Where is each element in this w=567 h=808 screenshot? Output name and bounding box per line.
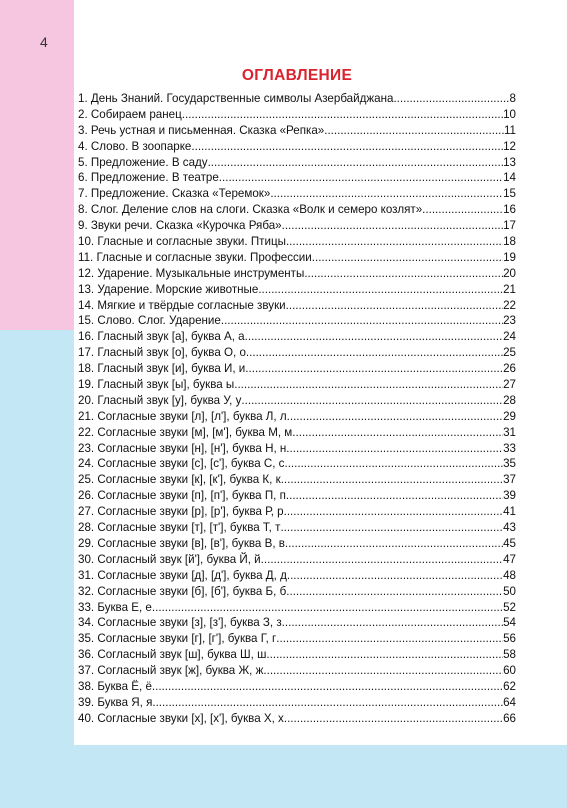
toc-entry	[78, 107, 516, 123]
toc-entry	[78, 234, 516, 250]
toc-entry-title: 1. День Знаний. Государственные символы Азербайджана	[78, 92, 394, 105]
page-number: 4	[40, 34, 48, 50]
toc-entry-title: 38. Буква Ё, ё	[78, 679, 152, 693]
toc-entry	[78, 298, 516, 314]
toc-entry	[78, 250, 516, 266]
toc-entry	[78, 393, 516, 409]
toc-entry-title: 33. Буква Е, е	[78, 600, 152, 614]
toc-entry-title: 28. Согласные звуки [т], [т'], буква Т, т	[78, 521, 281, 535]
toc-entry-title: 37. Согласный звук [ж], буква Ж, ж	[78, 664, 264, 678]
toc-entry-page: 28	[503, 393, 516, 407]
toc-entry-title: 20. Гласный звук [у], буква У, у	[78, 393, 242, 407]
toc-entry	[78, 139, 516, 155]
toc-entry-page: 43	[503, 521, 516, 535]
toc-entry-page: 22	[503, 298, 516, 312]
toc-entry-title: 23. Согласные звуки [н], [н'], буква Н, н	[78, 441, 287, 455]
toc-dot-leader	[246, 345, 503, 361]
toc-dot-leader	[282, 615, 503, 631]
toc-entry-page: 13	[503, 155, 516, 169]
toc-dot-leader	[152, 695, 503, 711]
toc-dot-leader	[292, 425, 503, 441]
toc-entry	[78, 584, 516, 600]
toc-entry-page: 25	[503, 346, 516, 360]
toc-entry-page: 16	[503, 203, 516, 217]
toc-entry-page: 27	[503, 378, 516, 392]
toc-entry-title: 35. Согласные звуки [г], [г'], буква Г, г	[78, 632, 277, 646]
toc-dot-leader	[284, 711, 503, 727]
toc-entry-page: 11	[503, 123, 516, 137]
toc-entry	[78, 282, 516, 298]
toc-entry-title: 18. Гласный звук [и], буква И, и	[78, 362, 246, 376]
toc-entry	[78, 186, 516, 202]
toc-entry-page: 15	[503, 187, 516, 201]
toc-dot-leader	[286, 298, 503, 314]
toc-entry	[78, 536, 516, 552]
toc-dot-leader	[182, 107, 503, 123]
toc-entry-title: 12. Ударение. Музыкальные инструменты	[78, 266, 305, 280]
toc-entry-page: 29	[503, 409, 516, 423]
toc-dot-leader	[286, 441, 503, 457]
toc-dot-leader	[393, 91, 509, 107]
toc-entry-title: 39. Буква Я, я	[78, 695, 153, 709]
toc-entry-title: 29. Согласные звуки [в], [в'], буква В, в	[78, 536, 285, 550]
toc-entry	[78, 170, 516, 186]
toc-entry-title: 2. Собираем ранец	[78, 107, 182, 121]
toc-entry-page: 10	[503, 107, 516, 121]
toc-entry	[78, 425, 516, 441]
toc-entry	[78, 711, 516, 727]
toc-dot-leader	[287, 409, 503, 425]
toc-entry-title: 17. Гласный звук [о], буква О, о	[78, 346, 246, 360]
toc-entry	[78, 631, 516, 647]
toc-dot-leader	[219, 170, 503, 186]
toc-entry	[78, 568, 516, 584]
toc-entry-page: 23	[503, 314, 516, 328]
toc-entry	[78, 472, 516, 488]
toc-entry-page: 24	[503, 330, 516, 344]
toc-dot-leader	[287, 568, 503, 584]
toc-entry-page: 21	[503, 282, 516, 296]
toc-entry-page: 17	[503, 219, 516, 233]
toc-entry-page: 26	[503, 362, 516, 376]
toc-dot-leader	[282, 218, 503, 234]
toc-entry-page: 58	[503, 648, 516, 662]
toc-entry-page: 56	[503, 632, 516, 646]
toc-entry-page: 12	[503, 139, 516, 153]
toc-dot-leader	[270, 186, 503, 202]
toc-entry	[78, 218, 516, 234]
toc-dot-leader	[286, 488, 503, 504]
toc-dot-leader	[286, 234, 503, 250]
toc-entry	[78, 663, 516, 679]
toc-dot-leader	[280, 520, 503, 536]
toc-entry-title: 26. Согласные звуки [п], [п'], буква П, п	[78, 489, 286, 503]
toc-dot-leader	[284, 504, 503, 520]
toc-dot-leader	[191, 139, 503, 155]
toc-entry-title: 31. Согласные звуки [д], [д'], буква Д, д	[78, 568, 287, 582]
toc-entry-title: 27. Согласные звуки [р], [р'], буква Р, р	[78, 505, 284, 519]
toc-entry-title: 22. Согласные звуки [м], [м'], буква М, м	[78, 425, 293, 439]
toc-entry	[78, 647, 516, 663]
toc-entry-page: 48	[503, 568, 516, 582]
toc-entry-title: 7. Предложение. Сказка «Теремок»	[78, 187, 271, 201]
toc-entry-title: 32. Согласные звуки [б], [б'], буква Б, б	[78, 584, 287, 598]
toc-entry-title: 25. Согласные звуки [к], [к'], буква К, к	[78, 473, 281, 487]
toc-entry	[78, 520, 516, 536]
toc-entry	[78, 552, 516, 568]
toc-dot-leader	[276, 631, 503, 647]
toc-entry-title: 14. Мягкие и твёрдые согласные звуки	[78, 298, 286, 312]
toc-entry-page: 60	[503, 664, 516, 678]
toc-entry-page: 14	[503, 171, 516, 185]
toc-entry	[78, 695, 516, 711]
toc-entry	[78, 266, 516, 282]
toc-entry	[78, 600, 516, 616]
toc-dot-leader	[286, 584, 503, 600]
toc-entry	[78, 345, 516, 361]
toc-dot-leader	[304, 266, 503, 282]
toc-entry-title: 24. Согласные звуки [с], [с'], буква С, с	[78, 457, 285, 471]
toc-dot-leader	[221, 313, 503, 329]
toc-entry-page: 41	[503, 505, 516, 519]
toc-dot-leader	[261, 552, 503, 568]
toc-entry-page: 54	[503, 616, 516, 630]
toc-dot-leader	[258, 282, 503, 298]
toc-dot-leader	[245, 361, 503, 377]
toc-dot-leader	[245, 329, 503, 345]
toc-entry-page: 8	[509, 92, 516, 105]
toc-entry-title: 11. Гласные и согласные звуки. Профессии	[78, 250, 312, 264]
toc-entry-title: 34. Согласные звуки [з], [з'], буква З, з	[78, 616, 282, 630]
toc-entry-title: 30. Согласный звук [й'], буква Й, й	[78, 552, 261, 566]
toc-entry	[78, 361, 516, 377]
toc-entry	[78, 155, 516, 171]
toc-dot-leader	[152, 600, 503, 616]
toc-entry	[78, 123, 516, 139]
toc-dot-leader	[266, 647, 503, 663]
toc-entry-page: 47	[503, 552, 516, 566]
table-of-contents	[78, 91, 516, 727]
toc-entry-page: 39	[503, 489, 516, 503]
toc-dot-leader	[422, 202, 503, 218]
toc-entry	[78, 615, 516, 631]
page-title: ОГЛАВЛЕНИЕ	[241, 67, 353, 84]
toc-dot-leader	[285, 536, 503, 552]
toc-dot-leader	[312, 250, 503, 266]
toc-entry-title: 10. Гласные и согласные звуки. Птицы	[78, 235, 286, 249]
toc-entry	[78, 409, 516, 425]
toc-entry-title: 5. Предложение. В саду	[78, 155, 208, 169]
toc-entry-title: 3. Речь устная и письменная. Сказка «Репка»	[78, 123, 325, 137]
toc-entry-title: 9. Звуки речи. Сказка «Курочка Ряба»	[78, 219, 282, 233]
toc-entry-page: 64	[503, 695, 516, 709]
toc-entry-page: 50	[503, 584, 516, 598]
toc-entry-title: 19. Гласный звук [ы], буква ы	[78, 378, 235, 392]
toc-entry-title: 21. Согласные звуки [л], [л'], буква Л, л	[78, 409, 287, 423]
toc-dot-leader	[241, 393, 503, 409]
toc-dot-leader	[281, 472, 503, 488]
toc-entry-title: 40. Согласные звуки [х], [х'], буква Х, х	[78, 711, 284, 725]
toc-entry-page: 66	[503, 711, 516, 725]
toc-entry-page: 33	[503, 441, 516, 455]
toc-entry-title: 36. Согласный звук [ш], буква Ш, ш	[78, 648, 267, 662]
toc-dot-leader	[208, 155, 504, 171]
toc-entry-title: 4. Слово. В зоопарке	[78, 139, 192, 153]
toc-entry-page: 19	[503, 250, 516, 264]
toc-dot-leader	[234, 377, 503, 393]
toc-entry-page: 52	[503, 600, 516, 614]
toc-entry-page: 37	[503, 473, 516, 487]
toc-entry-page: 35	[503, 457, 516, 471]
toc-dot-leader	[284, 456, 503, 472]
toc-entry-title: 8. Слог. Деление слов на слоги. Сказка «Волк и семеро козлят»	[78, 203, 423, 217]
toc-entry-title: 15. Слово. Слог. Ударение	[78, 314, 221, 328]
toc-entry	[78, 329, 516, 345]
toc-entry	[78, 91, 516, 107]
toc-entry	[78, 377, 516, 393]
toc-entry-page: 45	[503, 536, 516, 550]
toc-entry	[78, 488, 516, 504]
toc-dot-leader	[152, 679, 503, 695]
toc-entry	[78, 679, 516, 695]
toc-dot-leader	[324, 123, 504, 139]
toc-entry-page: 20	[503, 266, 516, 280]
toc-entry-title: 6. Предложение. В театре	[78, 171, 219, 185]
toc-entry	[78, 441, 516, 457]
toc-entry	[78, 202, 516, 218]
toc-dot-leader	[263, 663, 503, 679]
toc-entry	[78, 456, 516, 472]
toc-entry	[78, 504, 516, 520]
toc-entry-page: 18	[503, 235, 516, 249]
toc-entry-page: 62	[503, 679, 516, 693]
toc-entry-title: 16. Гласный звук [а], буква А, а	[78, 330, 245, 344]
toc-entry-title: 13. Ударение. Морские животные	[78, 282, 259, 296]
toc-entry-page: 31	[503, 425, 516, 439]
toc-entry	[78, 313, 516, 329]
